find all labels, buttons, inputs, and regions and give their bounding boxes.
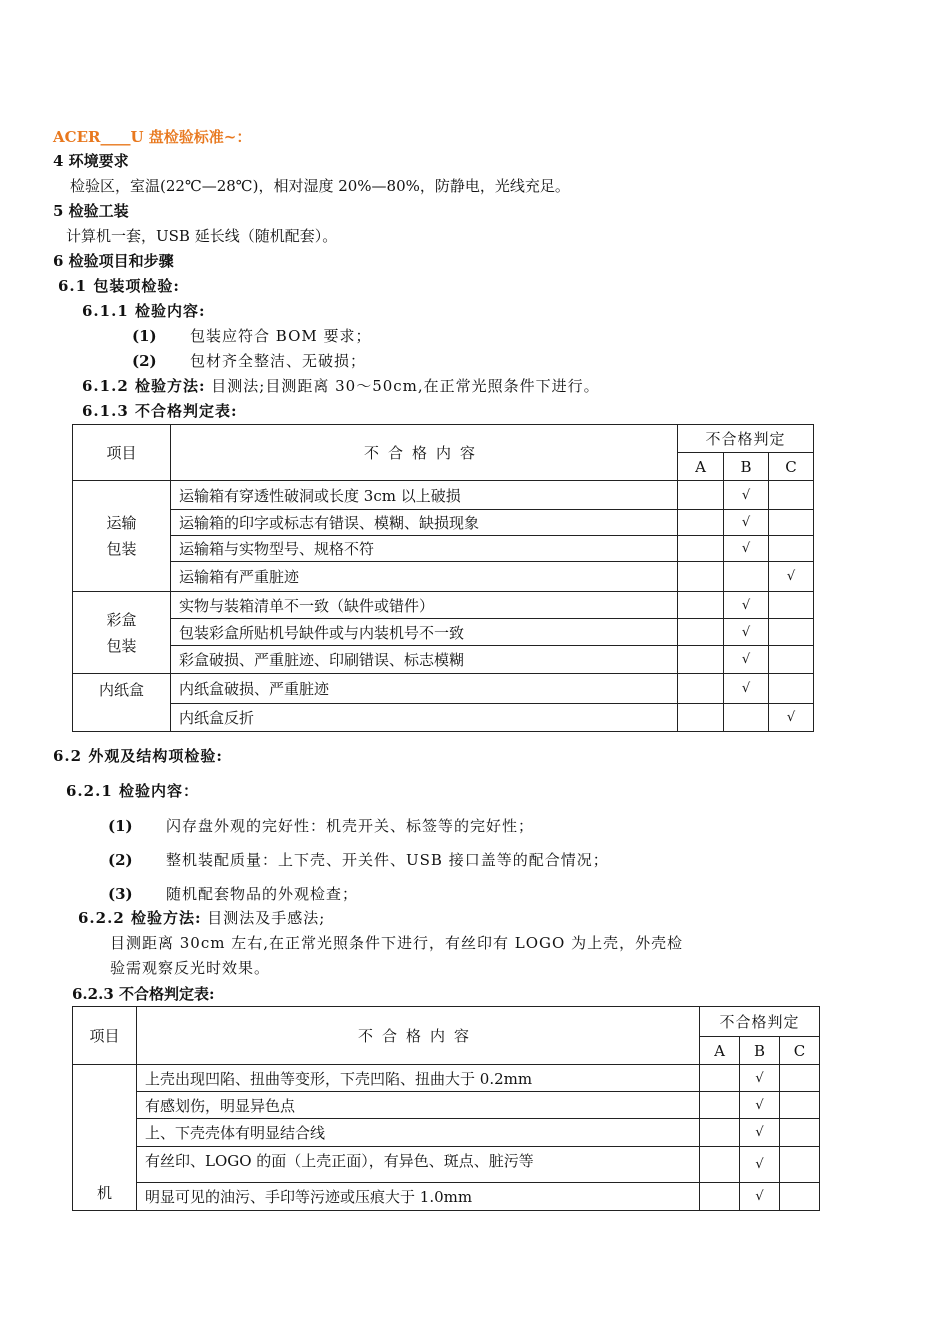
- section-6-2-2-line2: 目测距离 30cm 左右,在正常光照条件下进行，有丝印有 LOGO 为上壳，外壳检: [110, 934, 684, 952]
- header-grade-c: C: [769, 453, 814, 481]
- grade-c-cell: [780, 1147, 820, 1183]
- grade-a-cell: [678, 619, 724, 646]
- category-cell: [73, 674, 171, 732]
- category-line: 彩盒: [106, 610, 137, 629]
- section-6-2-3-heading: 6.2.3 不合格判定表:: [72, 985, 215, 1003]
- category-line: 内纸盒: [98, 681, 144, 699]
- defect-text: 上、下壳壳体有明显结合线: [137, 1119, 700, 1147]
- check-mark: √: [724, 674, 769, 704]
- section-6-2-2-line3: 验需观察反光时效果。: [110, 959, 271, 977]
- defect-text: 明显可见的油污、手印等污迹或压痕大于 1.0mm: [137, 1183, 700, 1211]
- header-grade-a: A: [700, 1037, 740, 1065]
- check-mark: √: [740, 1119, 780, 1147]
- category-line: 运输: [106, 514, 137, 532]
- header-grade-c: C: [780, 1037, 820, 1065]
- grade-c-cell: [769, 592, 814, 619]
- section-6-2-2-label: 6.2.2 检验方法:: [78, 909, 202, 927]
- appearance-defect-table: [72, 1006, 820, 1211]
- section-6-heading: 6 检验项目和步骤: [53, 252, 174, 270]
- section-6-2-1-heading: 6.2.1 检验内容：: [66, 782, 199, 800]
- category-line: 包装: [106, 540, 137, 558]
- list-item-text: 随机配套物品的外观检查；: [166, 885, 359, 903]
- section-6-1-3-heading: 6.1.3 不合格判定表:: [82, 402, 238, 420]
- check-mark: √: [740, 1065, 780, 1092]
- packaging-defect-table: [72, 424, 814, 732]
- grade-a-cell: [678, 646, 724, 674]
- category-cell: [73, 481, 171, 592]
- check-mark: √: [724, 646, 769, 674]
- defect-text: 实物与装箱清单不一致（缺件或错件）: [171, 592, 678, 619]
- header-item: 项目: [73, 1007, 137, 1065]
- list-item-number: (1): [108, 817, 133, 835]
- section-5-text: 计算机一套，USB 延长线（随机配套）。: [66, 227, 338, 245]
- section-4-text: 检验区，室温(22℃—28℃)，相对湿度 20%—80%，防静电，光线充足。: [70, 177, 570, 195]
- grade-a-cell: [678, 562, 724, 592]
- list-item-number: (2): [108, 851, 133, 869]
- section-5-heading: 5 检验工装: [53, 202, 129, 220]
- grade-c-cell: [780, 1065, 820, 1092]
- section-6-2-heading: 6.2 外观及结构项检验:: [53, 747, 223, 765]
- section-6-1-2-text: 目测法;目测距离 30～50cm,在正常光照条件下进行。: [205, 377, 600, 395]
- defect-text: 内纸盒反折: [171, 704, 678, 732]
- header-judge: 不合格判定: [700, 1007, 820, 1037]
- defect-text: 彩盒破损、严重脏迹、印刷错误、标志模糊: [171, 646, 678, 674]
- grade-a-cell: [700, 1119, 740, 1147]
- grade-c-cell: [769, 619, 814, 646]
- header-grade-b: B: [724, 453, 769, 481]
- grade-c-cell: [769, 510, 814, 536]
- list-item-number: (3): [108, 885, 133, 903]
- grade-a-cell: [700, 1147, 740, 1183]
- defect-text: 上壳出现凹陷、扭曲等变形，下壳凹陷、扭曲大于 0.2mm: [137, 1065, 700, 1092]
- check-mark: √: [724, 592, 769, 619]
- category-cell: [73, 1065, 137, 1211]
- grade-a-cell: [678, 481, 724, 510]
- header-judge: 不合格判定: [678, 425, 814, 453]
- grade-c-cell: [769, 481, 814, 510]
- grade-c-cell: [769, 536, 814, 562]
- grade-a-cell: [678, 536, 724, 562]
- check-mark: √: [769, 562, 814, 592]
- header-item: 项目: [73, 425, 171, 481]
- section-6-2-2-text: 目测法及手感法;: [201, 909, 326, 927]
- defect-text: 运输箱的印字或标志有错误、模糊、缺损现象: [171, 510, 678, 536]
- grade-a-cell: [678, 510, 724, 536]
- category-line: 包装: [106, 636, 137, 655]
- grade-c-cell: [769, 646, 814, 674]
- defect-text: 包装彩盒所贴机号缺件或与内装机号不一致: [171, 619, 678, 646]
- check-mark: √: [740, 1147, 780, 1183]
- section-6-1-2: [82, 376, 600, 396]
- category-line: 机: [96, 1184, 112, 1202]
- grade-b-cell: [724, 704, 769, 732]
- grade-a-cell: [700, 1065, 740, 1092]
- check-mark: √: [724, 536, 769, 562]
- defect-text: 运输箱与实物型号、规格不符: [171, 536, 678, 562]
- grade-c-cell: [780, 1183, 820, 1211]
- section-6-1-2-label: 6.1.2 检验方法:: [82, 377, 206, 395]
- list-item-text: 包材齐全整洁、无破损；: [190, 352, 367, 370]
- header-content: 不合格内容: [137, 1007, 700, 1065]
- check-mark: √: [724, 619, 769, 646]
- check-mark: √: [740, 1183, 780, 1211]
- grade-a-cell: [678, 674, 724, 704]
- defect-text: 运输箱有穿透性破洞或长度 3cm 以上破损: [171, 481, 678, 510]
- list-item-text: 整机装配质量：上下壳、开关件、USB 接口盖等的配合情况；: [166, 851, 609, 869]
- check-mark: √: [769, 704, 814, 732]
- grade-a-cell: [700, 1183, 740, 1211]
- defect-text: 有丝印、LOGO 的面（上壳正面），有异色、斑点、脏污等: [137, 1147, 700, 1183]
- grade-a-cell: [678, 592, 724, 619]
- defect-text: 内纸盒破损、严重脏迹: [171, 674, 678, 704]
- list-item-text: 包装应符合 BOM 要求；: [190, 327, 372, 345]
- section-6-1-1-heading: 6.1.1 检验内容:: [82, 302, 206, 320]
- defect-text: 有感划伤，明显异色点: [137, 1092, 700, 1119]
- list-item-number: (2): [132, 352, 157, 370]
- check-mark: √: [724, 481, 769, 510]
- category-cell: [73, 592, 171, 674]
- document-title: ACER____U 盘检验标准~：: [53, 128, 252, 146]
- check-mark: √: [740, 1092, 780, 1119]
- header-grade-a: A: [678, 453, 724, 481]
- section-4-heading: 4 环境要求: [53, 152, 129, 170]
- header-content: 不合格内容: [171, 425, 678, 481]
- defect-text: 运输箱有严重脏迹: [171, 562, 678, 592]
- section-6-2-2: [78, 908, 325, 928]
- grade-c-cell: [780, 1092, 820, 1119]
- grade-b-cell: [724, 562, 769, 592]
- list-item-number: (1): [132, 327, 157, 345]
- header-grade-b: B: [740, 1037, 780, 1065]
- grade-a-cell: [700, 1092, 740, 1119]
- grade-c-cell: [780, 1119, 820, 1147]
- section-6-1-heading: 6.1 包装项检验:: [58, 277, 180, 295]
- list-item-text: 闪存盘外观的完好性：机壳开关、标签等的完好性；: [166, 817, 535, 835]
- grade-c-cell: [769, 674, 814, 704]
- check-mark: √: [724, 510, 769, 536]
- grade-a-cell: [678, 704, 724, 732]
